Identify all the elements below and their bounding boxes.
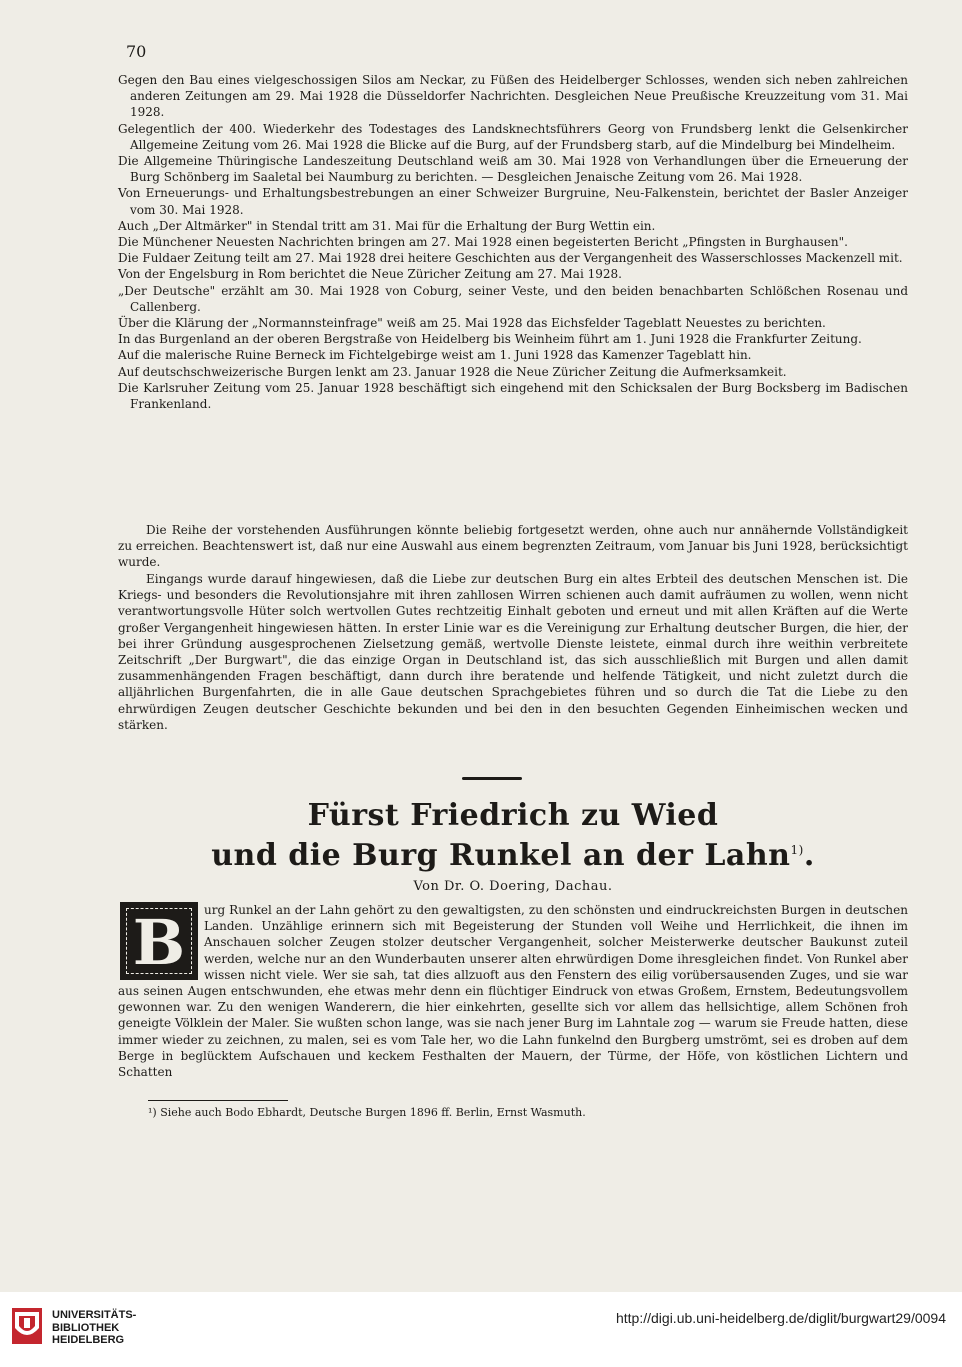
footnote-marker: 1) — [790, 843, 804, 857]
initial-spacer — [118, 902, 204, 982]
decorated-initial: B — [120, 902, 198, 980]
press-entries-list — [118, 72, 908, 412]
article-title-line-1 — [118, 798, 908, 833]
press-entry: Auf deutschschweizerische Burgen lenkt am 23. Januar 1928 die Neue Züricher Zeitung die Aufmerksamkeit. — [118, 364, 787, 379]
press-entry: Die Fuldaer Zeitung teilt am 27. Mai 1928 drei heitere Geschichten aus der Vergangenheit des Wasserschlosses Mackenzell mit. — [118, 251, 903, 266]
library-line-3: HEIDELBERG — [52, 1334, 125, 1346]
article-body — [118, 902, 908, 1080]
press-entry: Die Karlsruher Zeitung vom 25. Januar 1928 beschäftigt sich eingehend mit den Schicksalen der Burg Bocksberg im Badischen Frankenland. — [118, 380, 908, 412]
closing-paragraph-1: Die Reihe der vorstehenden Ausführungen könnte beliebig fortgesetzt werden, ohne auch nur annähernde Vollständigkeit zu erreichen. Beachtenswert ist, daß nur eine Auswahl aus einem begrenzten Zeitraum, vom Januar bis Juni 1928, berücksichtigt wurde. — [118, 523, 908, 570]
press-entry: Auf die malerische Ruine Berneck im Fichtelgebirge weist am 1. Juni 1928 das Kamenzer Tageblatt hin. — [118, 348, 752, 363]
press-entry: Von Erneuerungs- und Erhaltungsbestrebungen an einer Schweizer Burgruine, Neu-Falkenstein, berichtet der Basler Anzeiger vom 30. Mai 1928. — [118, 186, 908, 217]
article-byline: Von Dr. O. Doering, Dachau. — [413, 879, 613, 894]
article-title-text-1: Fürst Friedrich zu Wied — [307, 798, 719, 833]
press-entry: „Der Deutsche" erzählt am 30. Mai 1928 von Coburg, seiner Veste, und den beiden benachbarten Schlößchen Rosenau und Callenberg. — [118, 283, 908, 314]
press-entry: Die Allgemeine Thüringische Landeszeitung Deutschland weiß am 30. Mai 1928 von Verhandlungen über die Erneuerung der Burg Schönberg im Saaletal bei Naumburg zu berichten. — Desgleichen Jenaische Zeitung vom 26. Mai 1928. — [118, 154, 908, 185]
library-line-2: BIBLIOTHEK — [52, 1321, 120, 1334]
press-entry: Auch „Der Altmärker" in Stendal tritt am 31. Mai für die Erhaltung der Burg Wettin ein. — [118, 218, 656, 233]
library-line-1: UNIVERSITÄTS- — [52, 1309, 137, 1321]
article-title-text-2: und die Burg Runkel an der Lahn — [211, 838, 791, 873]
page-number: 70 — [126, 42, 147, 61]
article-body-text: urg Runkel an der Lahn gehört zu den gewaltigsten, zu den schönsten und eindruckreichsten Burgen in deutschen Landen. Unzählige erinnern sich mit Begeisterung der Stunden voll Weihe und Herrlichkeit, die ihnen im Anschauen solcher Zeugen stolzer deutscher Vergangenheit, solcher Meisterwerke deutscher Baukunst zuteil werden, welche nur an den Wunderbauten unserer alten ehrwürdigen Dome ihresgleichen findet. Von Runkel aber wissen nicht viele. Wer sie sah, tat dies allzuoft aus den Fenstern des eilig vorübersausenden Zuges, und sie war aus seinen Augen entschwunden, ehe etwas mehr denn ein flüchtiger Eindruck von etwas Großem, Ernstem, Bedeutungsvollem gewonnen war. Zu den wenigen Wanderern, die hier einkehrten, gesellte sich vor allem das hellsichtige, allem Schönen froh geneigte Völklein der Maler. Sie wußten schon lange, was sie nach jener Burg im Lahntale zog — warum sie Freude hatten, diese immer wieder zu zeichnen, zu malen, sei es vom Tale her, wo die Lahn funkelnd den Burgberg umströmt, sei es droben auf dem Berge in beglücktem Aufschauen und keckem Festhalten der Mauern, der Türme, der Höfe, von köstlichen Lichtern und Schatten — [118, 903, 908, 1080]
press-entry: In das Burgenland an der oberen Bergstraße von Heidelberg bis Weinheim führt am 1. Juni 1928 die Frankfurter Zeitung. — [118, 332, 862, 347]
closing-paragraph-2: Eingangs wurde darauf hingewiesen, daß die Liebe zur deutschen Burg ein altes Erbteil des deutschen Menschen ist. Die Kriegs- und besonders die Revolutionsjahre mit ihren zahllosen Wirren schienen auch damit aufräumen zu wollen, wenn nicht verantwortungsvolle Hüter solch wertvollen Gutes rechtzeitig Einhalt geboten und erneut und mit allen Kräften auf die Werte großer Vergangenheit hingewiesen hätten. In erster Linie war es die Vereinigung zur Erhaltung deutscher Burgen, die hier, der bei ihrer Gründung ausgesprochenen Zielsetzung gemäß, wertvolle Dienste leistete, einmal durch ihre weithin verbreitete Zeitschrift „Der Burgwart", die das einzige Organ in Deutschland ist, das sich ausschließlich mit Burgen und allen damit zusammenhängenden Fragen beschäftigt, dann durch ihre beratende und helfende Tätigkeit, und nicht zuletzt durch die alljährlichen Burgenfahrten, die in alle Gaue deutschen Sprachgebietes führen und so durch die Tat die Liebe zu den ehrwürdigen Zeugen deutscher Geschichte bekunden und bei den in den besuchten Gegenden Einheimischen wecken und stärken. — [118, 572, 908, 732]
university-seal-icon — [10, 1306, 44, 1346]
section-divider — [462, 777, 522, 780]
press-entry: Gelegentlich der 400. Wiederkehr des Todestages des Landsknechtsführers Georg von Frundsberg lenkt die Gelsenkircher Allgemeine Zeitung vom 26. Mai 1928 die Blicke auf die Burg, auf der Frundsberg starb, auf die Mindelburg bei Mindelheim. — [118, 121, 908, 152]
footer-bar — [0, 1292, 962, 1367]
press-entry: Über die Klärung der „Normannsteinfrage" weiß am 25. Mai 1928 das Eichsfelder Tageblatt Neuestes zu berichten. — [118, 316, 826, 331]
footnote: ¹) Siehe auch Bodo Ebhardt, Deutsche Burgen 1896 ff. Berlin, Ernst Wasmuth. — [148, 1106, 586, 1119]
library-name — [52, 1309, 136, 1347]
source-url-link[interactable]: http://digi.ub.uni-heidelberg.de/diglit/burgwart29/0094 — [615, 1310, 946, 1326]
article-title-line-2: und die Burg Runkel an der Lahn$^{1)}$. — [211, 838, 815, 873]
footnote-rule — [148, 1100, 288, 1101]
press-entry: Gegen den Bau eines vielgeschossigen Silos am Neckar, zu Füßen des Heidelberger Schlosses, wenden sich neben zahlreichen anderen Zeitungen am 29. Mai 1928 die Düsseldorfer Nachrichten. Desgleichen Neue Preußische Kreuzzeitung vom 31. Mai 1928. — [118, 73, 908, 120]
press-entry: Die Münchener Neuesten Nachrichten bringen am 27. Mai 1928 einen begeisterten Bericht „Pfingsten in Burghausen". — [118, 235, 848, 250]
press-entry: Von der Engelsburg in Rom berichtet die Neue Züricher Zeitung am 27. Mai 1928. — [118, 267, 622, 282]
